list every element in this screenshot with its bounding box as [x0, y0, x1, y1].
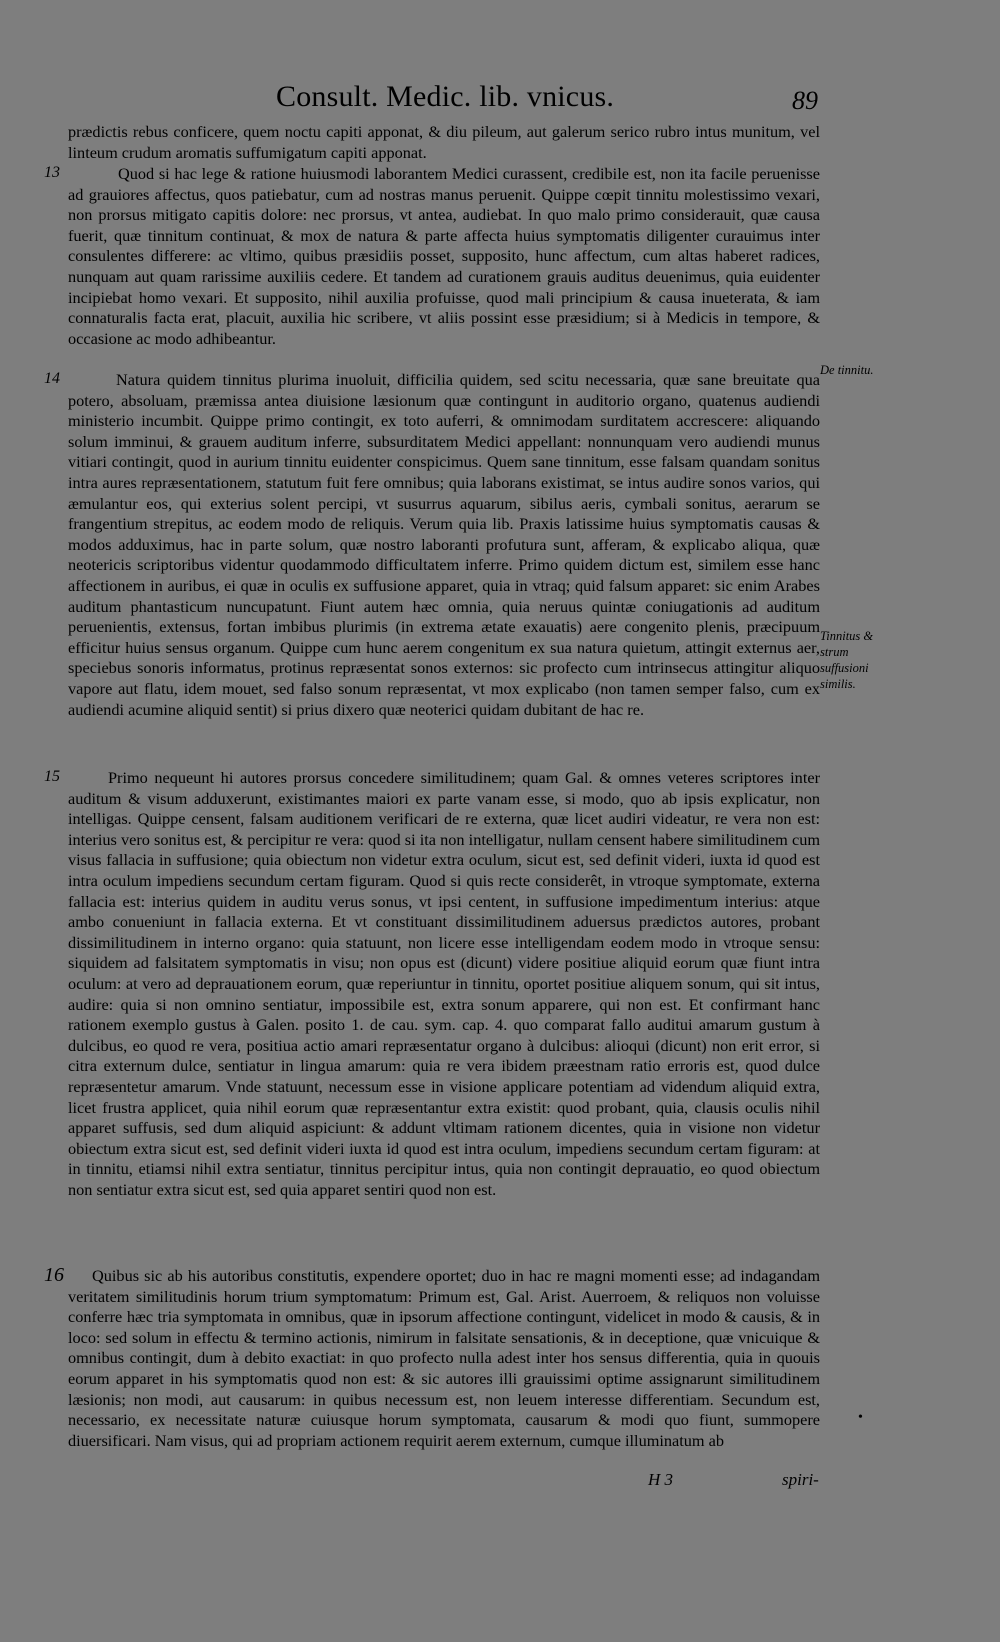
- paragraph-number-13: 13: [44, 164, 60, 181]
- paragraph-number-15: 15: [44, 768, 60, 785]
- text-block-16: Quibus sic ab his autoribus constitutis, expendere oportet; duo in hac re magni momenti esse; ad indagandam veritatem similitudinis horum trium symptomatum: Primum est, Gal. Arist. Auerroem, & reliquos non voluisse conferre hæc tria symptomata in omnibus, quæ in ipsorum affectione contingunt, videlicet in modo & causis, & in loco: sed solum in effectu & termino actionis, nimirum in falsitate sensationis, & in deceptione, quæ vnicuique & omnibus contingit, dum à debito exactiat: in quo profecto nulla adest inter hos sensus differentia, quia in quouis eorum apparet in his symptomatis quod non est: & sic autores illi grauissimi optime assignarunt similitudinem læsionis; non modi, aut causarum: in quibus necessum est, non leuem interesse differentiam. Secundum est, necessario, ex necessitate naturæ cuiusque horum symptomata, causarum & modi quo fiunt, summopere diuersificari. Nam visus, qui ad propriam actionem requirit aerem externum, cumque illuminatum ab: [68, 1266, 820, 1450]
- running-title: Consult. Medic. lib. vnicus.: [276, 80, 615, 113]
- signature-mark: H 3: [648, 1470, 674, 1489]
- marginal-asterisk-mark: •: [858, 1410, 863, 1425]
- text-block-13: Quod si hac lege & ratione huiusmodi laborantem Medici curassent, credibile est, non ita facile peruenisse ad grauiores affectus, quos patiebatur, cum ad nostras manus peruenit. Quippe cœpit tinnitu molestissimo vexari, non prorsus mitigato capitis dolore: nec prorsus, vt antea, audiebat. In quo malo primo considerauit, quæ causa fuerit, quæ tinnitum continuat, & mox de natura & parte affecta huius symptomatis diligenter curauimus inter consulentes differere: ac vltimo, quibus præsidiis posset, supposito, hunc affectum, cum altas haberet radices, nunquam aut quam rarissime auxiliis cedere. Et tandem ad curationem grauis auditus deuenimus, quia euidenter incipiebat homo vexari. Et supposito, nihil auxilia profuisse, quod mali principium & causa inueterata, & iam connaturalis facta erat, placuit, auxilia hic scribere, vt aliis possint esse præsidium; si à Medicis in tempore, & occasione ac modo adhibeantur.: [68, 164, 820, 348]
- text-block-14: Natura quidem tinnitus plurima inuoluit, difficilia quidem, sed scitu necessaria, quæ sane breuitate qua potero, absoluam, præmissa antea diuisione læsionum quæ contingunt in auditorio organo, quatenus audiendi ministerio incumbit. Quippe primo contingit, ex toto auferri, & omnimodam surditatem accrescere: aliquando solum imminui, & grauem auditum inferre, subsurditatem Medici appellant: nonnunquam vero audiendi munus vitiari contingit, quod in aurium tinnitu euidenter conspicimus. Quem sane tinnitum, esse falsam quandam sonitus intra aures repræsentationem, statutum fuit fere omnibus; quia laborans existimat, se intus audire sonos varios, qui æmulantur eos, qui exterius solent percipi, vt susurrus aquarum, sibilus aeris, cymbali sonitus, aerarum se frangentium strepitus, ac eodem modo de reliquis. Verum quia lib. Praxis latissime huius symptomatis causas & modos adduximus, hac in parte solum, quæ nostro laboranti profutura sunt, afferam, & explicabo aliqua, quæ neotericis scriptoribus videntur quodammodo difficultatem inferre. Primo quidem dictum est, similem esse hanc affectionem in auribus, ei quæ in oculis ex suffusione apparet, quia in vtraq; quid falsum apparet: sic enim Arabes auditum phantasticum nuncupatunt. Fiunt autem hæc omnia, quia neruus quintæ coniugationis ad auditum peruenientis, extensus, fortan imbibus plurimis (in extrema ætate exauatis) aere congenito plenis, præcipuum efficitur huius sensus organum. Quippe cum hunc aerem congenitum ex sua natura quietum, attingit externus aer, speciebus sonoris informatus, protinus repræsentat sonos externos: sic profecto cum intrinsecus attingitur aliquo vapore aut flatu, idem mouet, sed falso sonum repræsentat, vt mox explicabo (non tamen semper falso, cum ex audiendi acumine aliquid sentit) si prius dixero quæ neoterici quidam dubitant de hac re.: [68, 370, 820, 719]
- margin-note-tinnitus-suffusion: Tinnitus & strum suffusioni similis.: [820, 629, 874, 691]
- folio-number: 89: [792, 86, 818, 115]
- margin-note-de-tinnitu: De tinnitu.: [820, 363, 874, 377]
- catchword: spiri-: [782, 1470, 819, 1489]
- paragraph-number-14: 14: [44, 370, 60, 387]
- text-block-15: Primo nequeunt hi autores prorsus concedere similitudinem; quam Gal. & omnes veteres scriptores inter auditum & visum adduxerunt, existimantes maiori ex parte vanam esse, si modo, quo ab ipsis explicatur, non intelligas. Quippe censent, falsam auditionem verificari de re externa, quæ licet audiri videatur, re vera non est: interius vero sonitus est, & percipitur re vera: quod si ita non intelligatur, nullam censent habere similitudinem cum visus fallacia in suffusione; quia obiectum non videtur extra oculum, sicut est, sed definit videri, iuxta id quod est intra oculum impediens secundum certam figuram. Quod si quis recte considerêt, in vtroque symptomate, externa fallacia est: interius quidem in auditu verus sonus, vt ipsi centent, in suffusione impedimentum interius: atque ambo conueniunt in fallacia externa. Et vt constituant dissimilitudinem aduersus prædictos autores, probant dissimilitudinem in interno organo: quia statuunt, non licere esse intelligendam eodem modo in vtroque sensu: siquidem ad falsitatem symptomatis in visu; non opus est (dicunt) videre positiue aliquid eorum quæ fiunt intra oculum: at vero ad deprauationem eorum, quæ reperiuntur in tinnitu, oportet positiue aliquem sonum, qui sit intus, audire: quia si non omnino sentiatur, impossibile est, extra sonum apparere, qui non est. Et confirmant hanc rationem exemplo gustus à Galen. posito 1. de cau. sym. cap. 4. quo comparat fallo auditui amarum gustum à dulcibus, eo quod re vera, positiua actio amari repræsentatur organo à dulcibus: alioqui (dicunt) non erit error, si citra externum dulce, sentiatur in lingua amarum: quia re vera ibidem præestnam ratio erroris est, quod dulce repræsentetur amarum. Vnde statuunt, necessum esse in visione applicare potentiam ad videndum aliquid extra, licet frustra applicet, quia nihil eorum quæ repræsentantur extra existit: quod probant, quia, clausis oculis nihil apparet suffusis, sed dum aliquid aspiciunt: & addunt vltimam rationem dicentes, quia in visione non videtur obiectum extra sicut est, sed definit videri iuxta id quod est intra oculum, impediens secundum certam figuram: at in tinnitu, etiamsi nihil extra sentiatur, tinnitus percipitur intus, quia non contingit deprauatio, eo quod obiectum non sentiatur extra sicut est, sed quia apparet sentiri quod non est.: [68, 768, 820, 1199]
- paragraph-number-16: 16: [44, 1264, 64, 1286]
- text-block-continuation: prædictis rebus conficere, quem noctu capiti apponat, & diu pileum, aut galerum serico rubro intus munitum, vel linteum crudum aromatis suffumigatum capiti apponat.: [68, 122, 820, 162]
